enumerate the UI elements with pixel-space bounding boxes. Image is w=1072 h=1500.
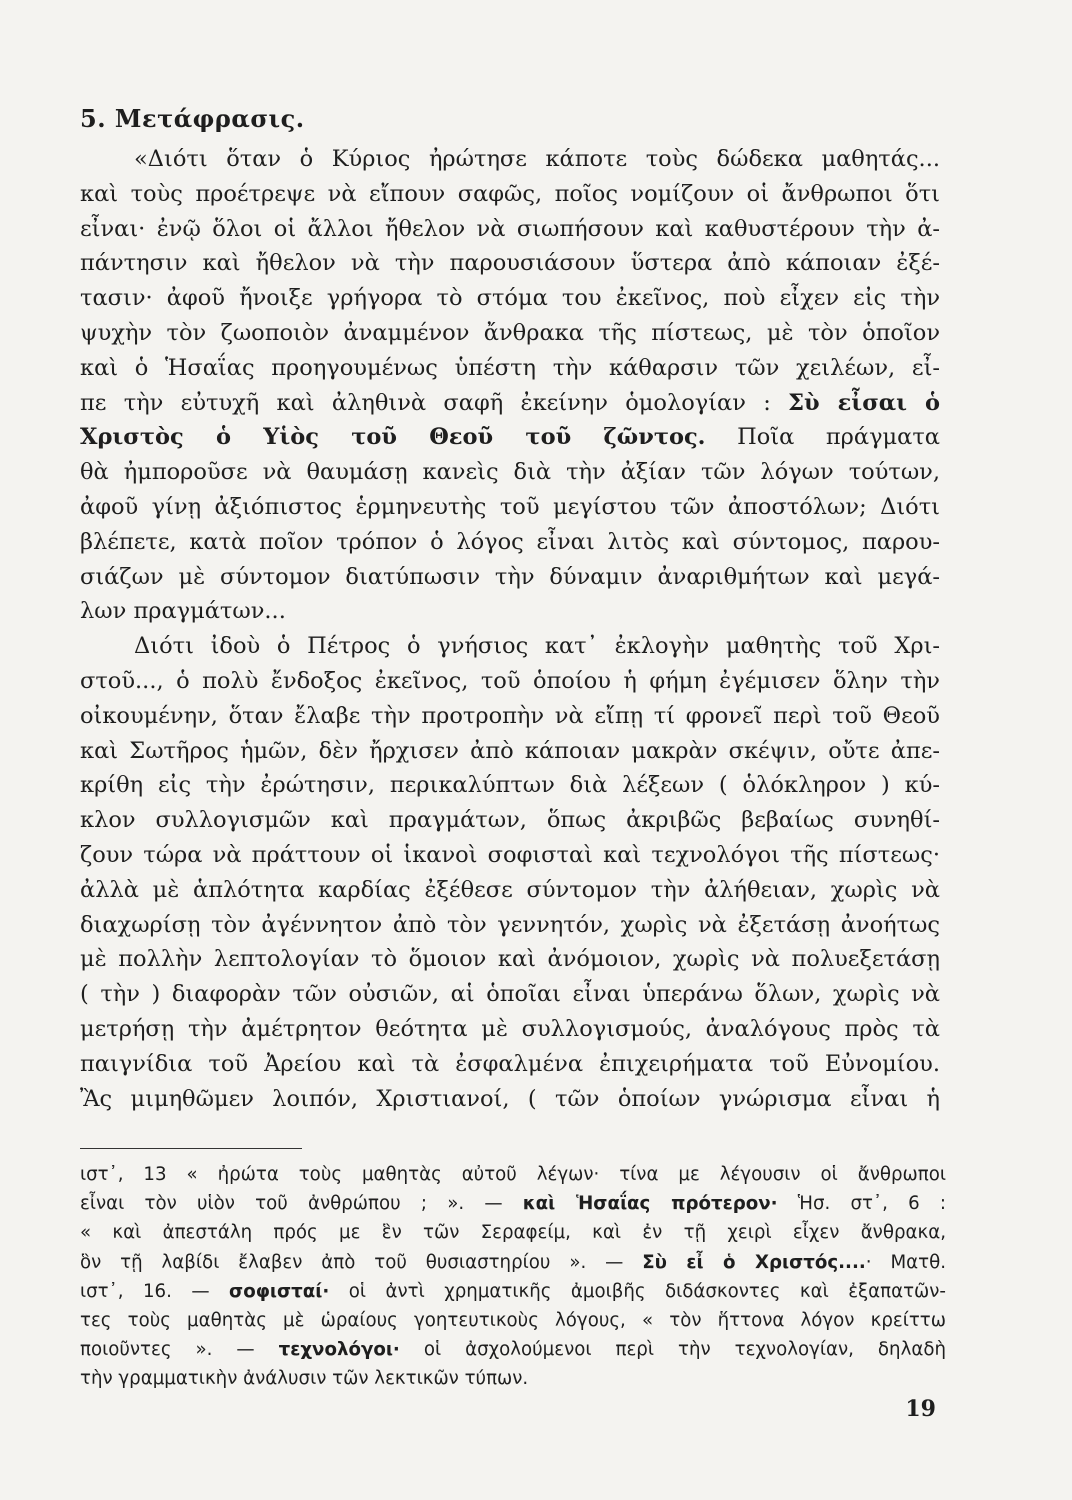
text-line: τασιν· ἀφοῦ ἤνοιξε γρήγορα τὸ στόμα του ἐκεῖνος, ποὺ εἶχεν εἰς τὴν — [80, 285, 940, 312]
text-line: Διότι ἰδοὺ ὁ Πέτρος ὁ γνήσιος κατ᾽ ἐκλογὴν μαθητὴς τοῦ Χρι- — [134, 633, 940, 660]
text-line: εἶναι· ἐνῷ ὅλοι οἱ ἄλλοι ἤθελον νὰ σιωπήσουν καὶ καθυστέρουν τὴν ἀ- — [80, 215, 940, 242]
footnote-line: ιστ᾽, 13 « ἠρώτα τοὺς μαθητὰς αὐτοῦ λέγων· τίνα με λέγουσιν οἱ ἄνθρωποι — [80, 1164, 946, 1185]
text-line: μετρήσῃ τὴν ἀμέτρητον θεότητα μὲ συλλογισμούς, ἀναλόγους πρὸς τὰ — [80, 1015, 940, 1042]
footnote-line: « καὶ ἀπεστάλη πρός με ἓν τῶν Σεραφείμ, καὶ ἐν τῇ χειρὶ εἶχεν ἄνθρακα, — [80, 1222, 946, 1244]
confession-quote: Χριστὸς ὁ Υἱὸς τοῦ Θεοῦ τοῦ ζῶντος. — [80, 424, 706, 451]
text-line: στοῦ..., ὁ πολὺ ἔνδοξος ἐκεῖνος, τοῦ ὁποίου ἡ φήμη ἐγέμισεν ὅλην τὴν — [80, 667, 940, 694]
footnote-line: τες τοὺς μαθητὰς μὲ ὡραίους γοητευτικοὺς λόγους, « τὸν ἥττονα λόγον κρείττω — [80, 1309, 946, 1331]
text-line: παιγνίδια τοῦ Ἀρείου καὶ τὰ ἐσφαλμένα ἐπιχειρήματα τοῦ Εὐνομίου. — [80, 1050, 940, 1077]
footnote-term: τεχνολόγοι· — [278, 1339, 400, 1361]
text-line: κλον συλλογισμῶν καὶ πραγμάτων, ὅπως ἀκριβῶς βεβαίως συνηθί- — [80, 807, 940, 834]
footnote-line: ὃν τῇ λαβίδι ἔλαβεν ἀπὸ τοῦ θυσιαστηρίου ». — Σὺ εἶ ὁ Χριστός....· Ματθ. — [80, 1251, 946, 1273]
main-text — [80, 142, 940, 1116]
text-line: σιάζων μὲ σύντομον διατύπωσιν τὴν δύναμιν ἀναριθμήτων καὶ μεγά- — [80, 563, 940, 590]
text-line: κρίθη εἰς τὴν ἐρώτησιν, περικαλύπτων διὰ λέξεων ( ὁλόκληρον ) κύ- — [80, 772, 940, 799]
text-line: «Διότι ὅταν ὁ Κύριος ἠρώτησε κάποτε τοὺς δώδεκα μαθητάς... — [134, 146, 940, 172]
text-line: βλέπετε, κατὰ ποῖον τρόπον ὁ λόγος εἶναι λιτὸς καὶ σύντομος, παρου- — [80, 528, 940, 555]
text-line: πάντησιν καὶ ἤθελον νὰ τὴν παρουσιάσουν ὕστερα ἀπὸ κάποιαν ἐξέ- — [80, 250, 940, 277]
section-heading: 5. Μετάφρασις. — [80, 104, 305, 133]
text-line: θὰ ἠμποροῦσε νὰ θαυμάσῃ κανεὶς διὰ τὴν ἀξίαν τῶν λόγων τούτων, — [80, 459, 940, 486]
text-line: καὶ Σωτῆρος ἡμῶν, δὲν ἤρχισεν ἀπὸ κάποιαν μακρὰν σκέψιν, οὔτε ἀπε- — [80, 737, 940, 764]
footnote-line: τὴν γραμματικὴν ἀνάλυσιν τῶν λεκτικῶν τύπων. — [80, 1368, 529, 1390]
text-line: καὶ τοὺς προέτρεψε νὰ εἴπουν σαφῶς, ποῖος νομίζουν οἱ ἄνθρωποι ὅτι — [80, 180, 940, 207]
text-line: Χριστὸς ὁ Υἱὸς τοῦ Θεοῦ τοῦ ζῶντος. Ποῖα πράγματα — [80, 424, 940, 451]
text-line: ( τὴν ) διαφορὰν τῶν οὐσιῶν, αἱ ὁποῖαι εἶναι ὑπεράνω ὅλων, χωρὶς νὰ — [80, 981, 940, 1008]
footnote-term: Σὺ εἶ ὁ Χριστός.... — [642, 1251, 866, 1273]
footnote-divider — [80, 1148, 302, 1149]
page-number: 19 — [905, 1396, 936, 1422]
text-line: Ἂς μιμηθῶμεν λοιπόν, Χριστιανοί, ( τῶν ὁποίων γνώρισμα εἶναι ἡ — [80, 1085, 940, 1112]
footnote-term: σοφισταί· — [229, 1280, 330, 1302]
footnote-line: εἶναι τὸν υἱὸν τοῦ ἀνθρώπου ; ». — καὶ Ἡσαΐας πρότερον· Ἡσ. στ᾽, 6 : — [80, 1193, 946, 1215]
text-line: καὶ ὁ Ἡσαΐας προηγουμένως ὑπέστη τὴν κάθαρσιν τῶν χειλέων, εἶ- — [80, 354, 940, 381]
text-line: ζουν τώρα νὰ πράττουν οἱ ἱκανοὶ σοφισταὶ καὶ τεχνολόγοι τῆς πίστεως· — [80, 841, 940, 868]
footnotes — [80, 1160, 946, 1394]
footnote-term: καὶ Ἡσαΐας πρότερον· — [522, 1193, 778, 1215]
footnote-line: ιστ᾽, 16. — σοφισταί· οἱ ἀντὶ χρηματικῆς ἀμοιβῆς διδάσκοντες καὶ ἐξαπατῶν- — [80, 1280, 946, 1302]
text-line: οἰκουμένην, ὅταν ἔλαβε τὴν προτροπὴν νὰ εἴπῃ τί φρονεῖ περὶ τοῦ Θεοῦ — [80, 702, 940, 729]
text-line: ἀλλὰ μὲ ἁπλότητα καρδίας ἐξέθεσε σύντομον τὴν ἀλήθειαν, χωρὶς νὰ — [80, 876, 940, 903]
footnote-line: ποιοῦντες ». — τεχνολόγοι· οἱ ἀσχολούμενοι περὶ τὴν τεχνολογίαν, δηλαδὴ — [80, 1339, 946, 1361]
text-line: διαχωρίσῃ τὸν ἀγέννητον ἀπὸ τὸν γεννητόν, χωρὶς νὰ ἐξετάσῃ ἀνοήτως — [80, 911, 940, 938]
text-line: μὲ πολλὴν λεπτολογίαν τὸ ὅμοιον καὶ ἀνόμοιον, χωρὶς νὰ πολυεξετάσῃ — [80, 946, 940, 973]
text-line: πε τὴν εὐτυχῆ καὶ ἀληθινὰ σαφῆ ἐκείνην ὁμολογίαν : Σὺ εἶσαι ὁ — [80, 389, 940, 416]
text-line: λων πραγμάτων... — [80, 598, 286, 625]
confession-quote-start: Σὺ εἶσαι ὁ — [788, 389, 940, 416]
text-line: ἀφοῦ γίνῃ ἀξιόπιστος ἑρμηνευτὴς τοῦ μεγίστου τῶν ἀποστόλων; Διότι — [80, 493, 940, 520]
text-line: ψυχὴν τὸν ζωοποιὸν ἀναμμένον ἄνθρακα τῆς πίστεως, μὲ τὸν ὁποῖον — [80, 319, 940, 346]
